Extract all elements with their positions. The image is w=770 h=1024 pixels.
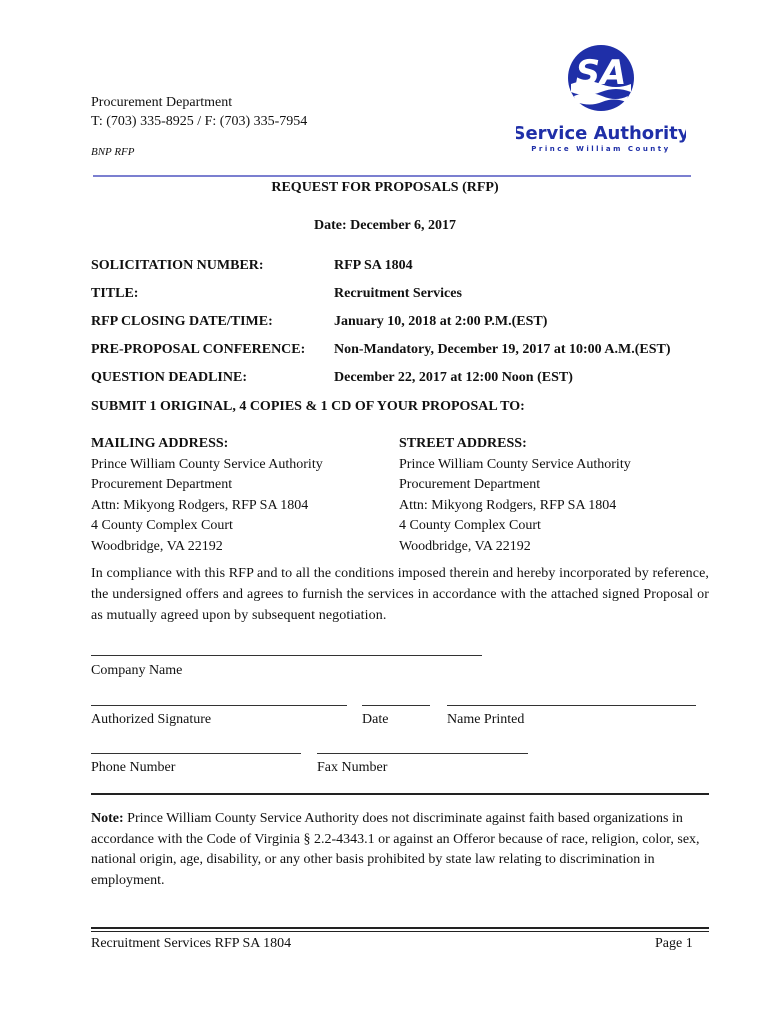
department-name: Procurement Department [91,95,233,110]
logo-emblem [516,44,686,154]
mailing-address-heading: MAILING ADDRESS: [91,436,229,451]
pre-proposal-label: PRE-PROPOSAL CONFERENCE: [91,342,306,357]
mailing-line: Attn: Mikyong Rodgers, RFP SA 1804 [91,497,309,513]
closing-date-value: January 10, 2018 at 2:00 P.M.(EST) [334,314,548,329]
submit-instruction: SUBMIT 1 ORIGINAL, 4 COPIES & 1 CD OF YOUR PROPOSAL TO: [91,399,525,414]
street-line: Procurement Department [399,477,541,492]
logo-name: Service Authority [516,123,686,144]
date-field[interactable] [362,705,430,706]
phone-number-field[interactable] [91,753,301,754]
date-label: Date [362,712,389,727]
document-code: BNP RFP [91,146,135,158]
service-authority-logo [516,44,686,154]
mailing-line: Procurement Department [91,477,233,492]
street-line: 4 County Complex Court [399,518,541,533]
street-address-heading: STREET ADDRESS: [399,436,527,451]
mailing-line: Woodbridge, VA 22192 [91,538,223,554]
street-line: Woodbridge, VA 22192 [399,538,531,554]
mailing-address [91,434,323,557]
fax-number-label: Fax Number [317,760,388,775]
name-printed-label: Name Printed [447,712,525,727]
title-label: TITLE: [91,286,139,301]
solicitation-number-label: SOLICITATION NUMBER: [91,258,264,273]
company-name-label: Company Name [91,663,183,678]
non-discrimination-note [91,809,709,891]
footer-divider-thin [91,931,709,932]
question-deadline-value: December 22, 2017 at 12:00 Noon (EST) [334,370,573,385]
solicitation-number-value: RFP SA 1804 [334,258,413,273]
pre-proposal-value: Non-Mandatory, December 19, 2017 at 10:00 A.M.(EST) [334,342,671,357]
name-printed-field[interactable] [447,705,696,706]
street-line: Attn: Mikyong Rodgers, RFP SA 1804 [399,497,617,513]
company-name-field[interactable] [91,655,482,656]
footer-divider [91,927,709,929]
page-number: Page 1 [655,936,693,951]
note-label: Note: [91,811,124,826]
phone-fax: T: (703) 335-8925 / F: (703) 335-7954 [91,114,308,129]
phone-number-label: Phone Number [91,760,176,775]
footer-title: Recruitment Services RFP SA 1804 [91,936,292,951]
mailing-line: 4 County Complex Court [91,518,233,533]
note-divider [91,793,709,795]
compliance-paragraph: In compliance with this RFP and to all the conditions imposed therein and hereby incorporated by reference, the undersigned offers and agrees to furnish the services in accordance with the attached signed Proposal or as mutually agreed upon by subsequent negotiation. [91,566,709,623]
street-line: Prince William County Service Authority [399,456,631,472]
question-deadline-label: QUESTION DEADLINE: [91,370,247,385]
authorized-signature-field[interactable] [91,705,347,706]
note-text: Prince William County Service Authority does not discriminate against faith based organizations in accordance with the Code of Virginia § 2.2-4343.1 or against an Offeror because of race, religion, color, sex, national origin, age, disability, or any other basis prohibited by state law relating to discrimination in employment. [91,811,700,888]
fax-number-field[interactable] [317,753,528,754]
header-divider [93,175,691,177]
rfp-heading: REQUEST FOR PROPOSALS (RFP) [271,180,499,195]
authorized-signature-label: Authorized Signature [91,712,212,727]
header-contact [91,93,307,131]
mailing-line: Prince William County Service Authority [91,456,323,472]
title-value: Recruitment Services [334,286,462,301]
rfp-date: Date: December 6, 2017 [313,218,457,233]
closing-date-label: RFP CLOSING DATE/TIME: [91,314,273,329]
logo-initials: SA [575,53,627,93]
street-address [399,434,631,557]
logo-county: Prince William County [531,145,671,153]
